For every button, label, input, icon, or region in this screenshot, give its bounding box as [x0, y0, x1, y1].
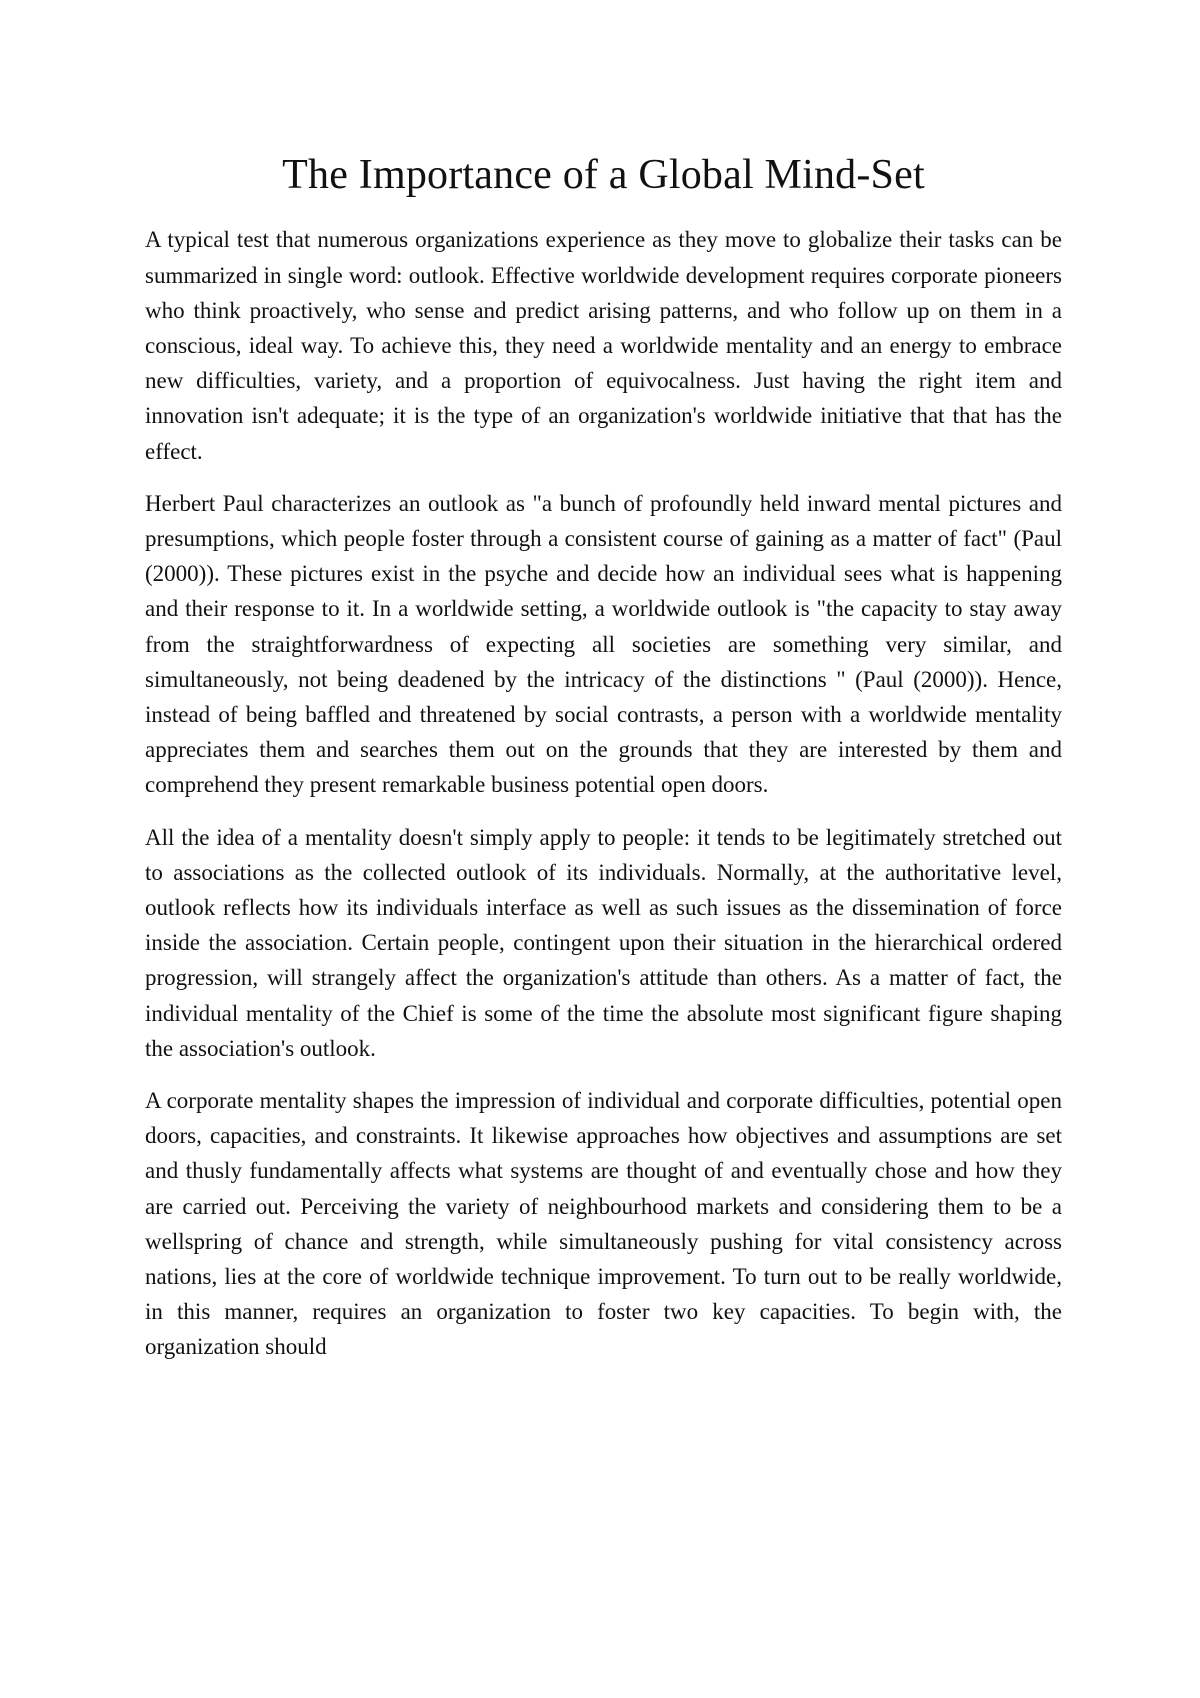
paragraph-2: Herbert Paul characterizes an outlook as "a bunch of profoundly held inward mental pictures and presumptions, which people foster through a consistent course of gaining as a matter of fact" (Paul (2000)). These pictures exist in the psyche and decide how an individual sees what is happening and their response to it. In a worldwide setting, a worldwide outlook is "the capacity to stay away from the straightforwardness of expecting all societies are something very similar, and simultaneously, not being deadened by the intricacy of the distinctions " (Paul (2000)). Hence, instead of being baffled and threatened by social contrasts, a person with a worldwide mentality appreciates them and searches them out on the grounds that they are interested by them and comprehend they present remarkable business potential open doors. [145, 490, 1062, 798]
paragraph-3: All the idea of a mentality doesn't simply apply to people: it tends to be legitimately stretched out to associations as the collected outlook of its individuals. Normally, at the authoritative level, outlook reflects how its individuals interface as well as such issues as the dissemination of force inside the association. Certain people, contingent upon their situation in the hierarchical ordered progression, will strangely affect the organization's attitude than others. As a matter of fact, the individual mentality of the Chief is some of the time the absolute most significant figure shaping the association's outlook. [145, 824, 1062, 1061]
document-title: The Importance of a Global Mind-Set [282, 152, 925, 198]
paragraph-1: A typical test that numerous organizations experience as they move to globalize their tasks can be summarized in single word: outlook. Effective worldwide development requires corporate pioneers who think proactively, who sense and predict arising patterns, and who follow up on them in a conscious, ideal way. To achieve this, they need a worldwide mentality and an energy to embrace new difficulties, variety, and a proportion of equivocalness. Just having the right item and innovation isn't adequate; it is the type of an organization's worldwide initiative that that has the effect. [145, 227, 1062, 464]
paragraph-4: A corporate mentality shapes the impression of individual and corporate difficulties, potential open doors, capacities, and constraints. It likewise approaches how objectives and assumptions are set and thusly fundamentally affects what systems are thought of and eventually chose and how they are carried out. Perceiving the variety of neighbourhood markets and considering them to be a wellspring of chance and strength, while simultaneously pushing for vital consistency across nations, lies at the core of worldwide technique improvement. To turn out to be really worldwide, in this manner, requires an organization to foster two key capacities. To begin with, the organization should [145, 1088, 1062, 1360]
